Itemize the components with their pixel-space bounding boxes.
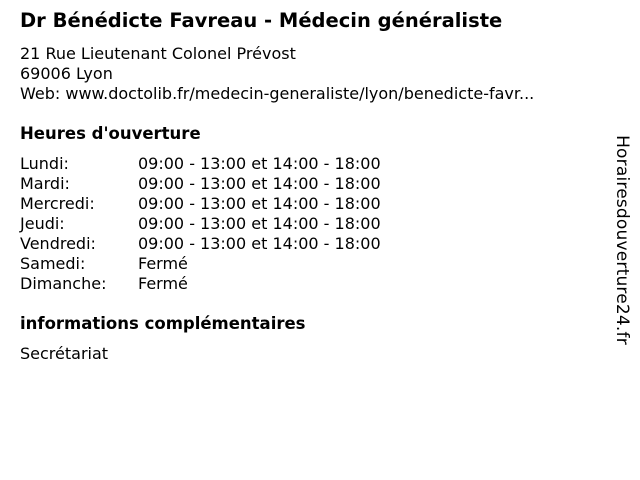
day-hours: 09:00 - 13:00 et 14:00 - 18:00 (138, 214, 381, 233)
day-label: Dimanche: (20, 274, 107, 293)
day-label: Mardi: (20, 174, 70, 193)
city: 69006 Lyon (20, 64, 113, 83)
day-label: Samedi: (20, 254, 86, 273)
day-hours: 09:00 - 13:00 et 14:00 - 18:00 (138, 234, 381, 253)
day-label: Vendredi: (20, 234, 96, 253)
day-hours: 09:00 - 13:00 et 14:00 - 18:00 (138, 154, 381, 173)
website[interactable]: Web: www.doctolib.fr/medecin-generaliste/lyon/benedicte-favr... (20, 84, 535, 103)
additional-info-text: Secrétariat (20, 344, 109, 363)
additional-info-heading: informations complémentaires (20, 314, 306, 333)
day-hours: Fermé (138, 254, 188, 273)
day-label: Mercredi: (20, 194, 95, 213)
day-hours: 09:00 - 13:00 et 14:00 - 18:00 (138, 174, 381, 193)
day-label: Lundi: (20, 154, 69, 173)
street-address: 21 Rue Lieutenant Colonel Prévost (20, 44, 296, 63)
day-label: Jeudi: (20, 214, 65, 233)
address-block (20, 44, 534, 104)
opening-hours-heading: Heures d'ouverture (20, 124, 201, 143)
site-watermark: Horairesdouverture24.fr (612, 135, 632, 345)
day-hours: 09:00 - 13:00 et 14:00 - 18:00 (138, 194, 381, 213)
day-hours: Fermé (138, 274, 188, 293)
page-title: Dr Bénédicte Favreau - Médecin généraliste (20, 9, 503, 32)
